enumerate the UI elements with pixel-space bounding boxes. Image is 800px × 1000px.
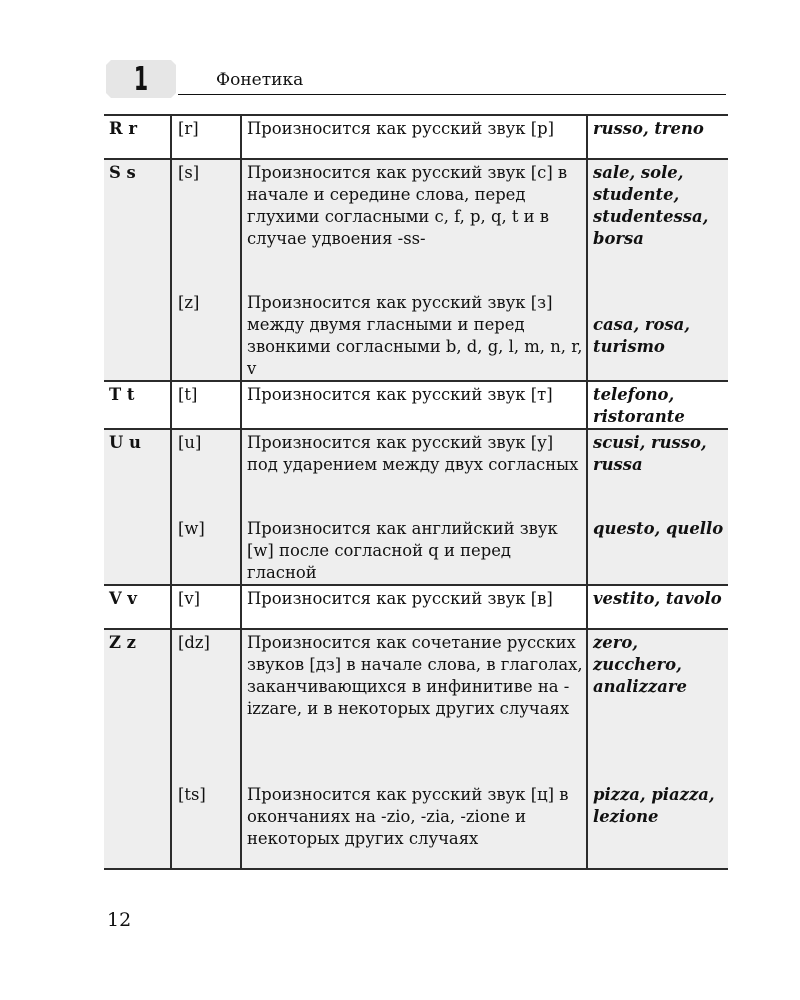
page-number: 12 (107, 909, 132, 931)
table-row-z (104, 629, 728, 782)
description-cell: Произносится как русский звук [у] под ударением между двух согласных (241, 429, 587, 516)
letter-cell: U u (104, 429, 171, 516)
examples-cell: telefono, ristorante (587, 381, 728, 429)
letter-cell: T t (104, 381, 171, 429)
table-row-t (104, 381, 728, 429)
letter-cell: Z z (104, 629, 171, 782)
chapter-title: Фонетика (216, 70, 304, 90)
table-row-v (104, 585, 728, 629)
letter-cell (104, 782, 171, 869)
table-subrow-s-z (104, 290, 728, 381)
sound-cell: [t] (171, 381, 241, 429)
letter-cell: V v (104, 585, 171, 629)
examples-cell: vestito, tavolo (587, 585, 728, 629)
phonetics-table (104, 114, 728, 870)
sound-cell: [ts] (171, 782, 241, 869)
table-row-r (104, 115, 728, 159)
sound-cell: [dz] (171, 629, 241, 782)
examples-cell: russo, treno (587, 115, 728, 159)
examples-cell: zero, zucchero, analizzare (587, 629, 728, 782)
sound-cell: [r] (171, 115, 241, 159)
sound-cell: [w] (171, 516, 241, 585)
examples-cell: casa, rosa, turismo (587, 290, 728, 381)
chapter-number: 1 (133, 59, 149, 98)
sound-cell: [s] (171, 159, 241, 290)
letter-cell (104, 290, 171, 381)
letter-cell: R r (104, 115, 171, 159)
sound-cell: [v] (171, 585, 241, 629)
sound-cell: [u] (171, 429, 241, 516)
sound-cell: [z] (171, 290, 241, 381)
description-cell: Произносится как английский звук [w] после согласной q и перед гласной (241, 516, 587, 585)
table-subrow-u-w (104, 516, 728, 585)
table-subrow-z-ts (104, 782, 728, 869)
table-row-s (104, 159, 728, 290)
examples-cell: sale, sole, studente, studentessa, borsa (587, 159, 728, 290)
header-rule (178, 94, 726, 95)
description-cell: Произносится как русский звук [з] между двумя гласными и перед звонкими согласными b, d, g, l, m, n, r, v (241, 290, 587, 381)
description-cell: Произносится как русский звук [с] в начале и середине слова, перед глухими согласными c, f, p, q, t и в случае удвоения -ss- (241, 159, 587, 290)
description-cell: Произносится как русский звук [т] (241, 381, 587, 429)
table-row-u (104, 429, 728, 516)
examples-cell: scusi, russo, russa (587, 429, 728, 516)
description-cell: Произносится как русский звук [в] (241, 585, 587, 629)
chapter-header (106, 60, 726, 98)
letter-cell: S s (104, 159, 171, 290)
description-cell: Произносится как сочетание русских звуков [дз] в начале слова, в глаголах, заканчивающихся в инфинитиве на -izzare, и в некоторых других случаях (241, 629, 587, 782)
examples-cell: questo, quello (587, 516, 728, 585)
description-cell: Произносится как русский звук [ц] в окончаниях на -zio, -zia, -zione и некоторых других случаях (241, 782, 587, 869)
letter-cell (104, 516, 171, 585)
description-cell: Произносится как русский звук [р] (241, 115, 587, 159)
examples-cell: pizza, piazza, lezione (587, 782, 728, 869)
